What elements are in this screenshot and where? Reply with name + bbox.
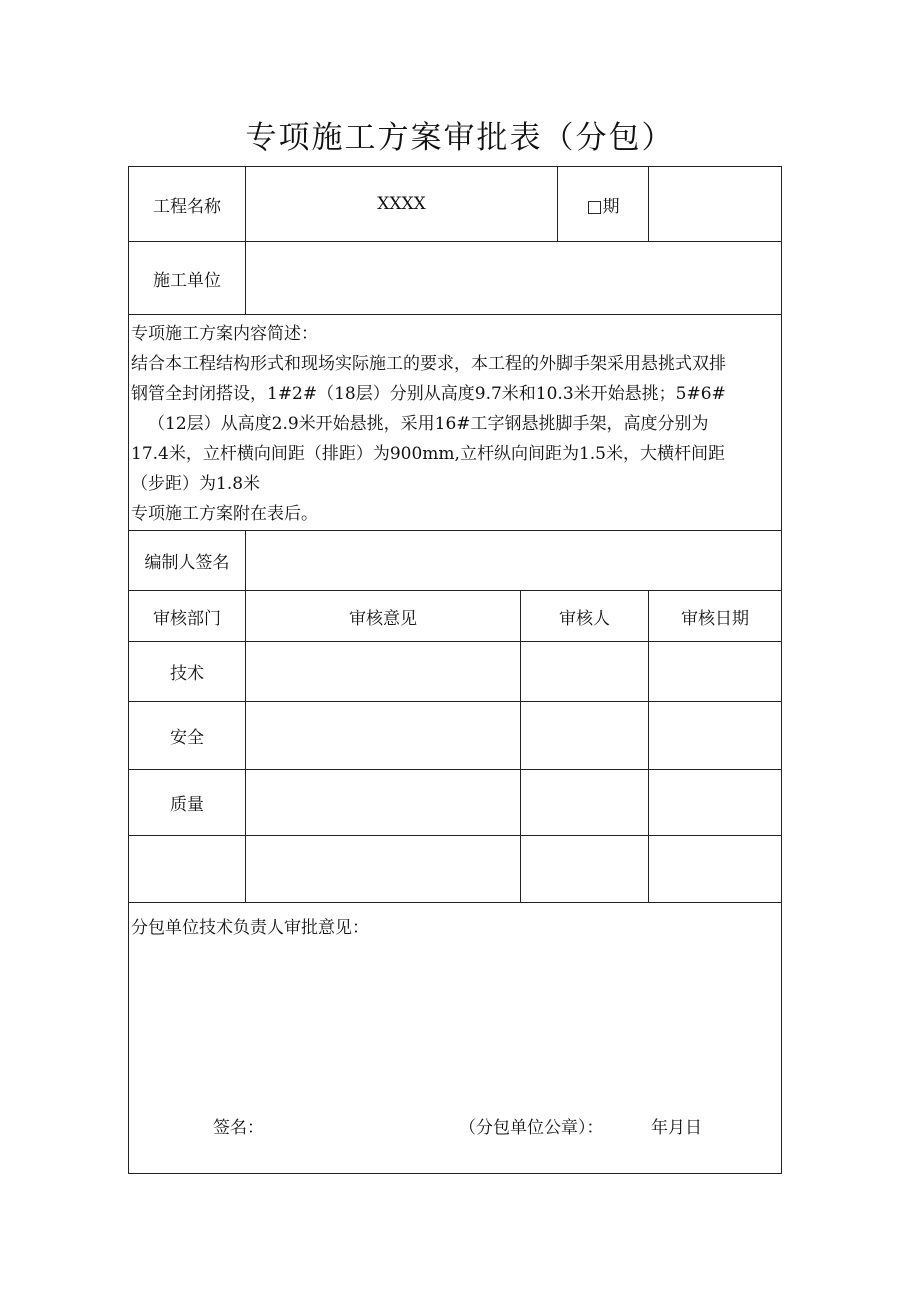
author-signature-field[interactable] bbox=[246, 531, 781, 590]
review-date-field[interactable] bbox=[649, 702, 781, 769]
reviewer-field[interactable] bbox=[521, 770, 649, 835]
review-dept[interactable] bbox=[129, 836, 246, 902]
approval-form-table bbox=[128, 166, 782, 1174]
project-name-label: 工程名称 bbox=[129, 167, 246, 241]
review-row-technical bbox=[129, 642, 781, 702]
signature-label: 签名： bbox=[213, 1118, 264, 1138]
summary-line: 钢管全封闭搭设，1#2#（18层）分别从高度9.7米和10.3米开始悬挑；5#6# bbox=[131, 384, 726, 404]
review-row-safety bbox=[129, 702, 781, 770]
summary-line: 17.4米，立杆横向间距（排距）为900mm,立杆纵向间距为1.5米，大横杆间距 bbox=[131, 444, 725, 464]
project-name-value[interactable]: XXXX bbox=[246, 167, 558, 241]
reviewer-field[interactable] bbox=[521, 642, 649, 701]
summary-section bbox=[129, 315, 781, 531]
summary-paragraph bbox=[131, 319, 779, 529]
review-dept: 技术 bbox=[129, 642, 246, 701]
review-date-field[interactable] bbox=[649, 836, 781, 902]
author-label: 编制人签名 bbox=[129, 531, 246, 590]
project-name-row bbox=[129, 167, 781, 242]
contractor-label: 施工单位 bbox=[129, 242, 246, 314]
review-row-quality bbox=[129, 770, 781, 836]
review-header-date: 审核日期 bbox=[681, 608, 749, 629]
form-title: 专项施工方案审批表（分包） bbox=[245, 120, 675, 156]
contractor-row bbox=[129, 242, 781, 315]
approval-section bbox=[129, 903, 781, 1173]
approval-date-label: 年月日 bbox=[651, 1118, 702, 1138]
review-header-row bbox=[129, 591, 781, 642]
date-label: □期 bbox=[558, 167, 649, 241]
author-row bbox=[129, 531, 781, 591]
review-row-blank bbox=[129, 836, 781, 903]
summary-line: （12层）从高度2.9米开始悬挑，采用16#工字钢悬挑脚手架，高度分别为 bbox=[148, 414, 709, 434]
summary-footer: 专项施工方案附在表后。 bbox=[131, 504, 318, 524]
review-opinion-field[interactable] bbox=[246, 770, 521, 835]
contractor-value[interactable] bbox=[246, 242, 781, 314]
review-dept: 质量 bbox=[129, 770, 246, 835]
review-date-field[interactable] bbox=[649, 642, 781, 701]
review-dept: 安全 bbox=[129, 702, 246, 769]
company-seal-label: （分包单位公章）： bbox=[459, 1118, 604, 1138]
review-opinion-field[interactable] bbox=[246, 642, 521, 701]
review-header-opinion: 审核意见 bbox=[246, 591, 521, 641]
summary-line: 结合本工程结构形式和现场实际施工的要求，本工程的外脚手架采用悬挑式双排 bbox=[131, 354, 726, 374]
review-header-dept: 审核部门 bbox=[129, 591, 246, 641]
review-opinion-field[interactable] bbox=[246, 702, 521, 769]
review-opinion-field[interactable] bbox=[246, 836, 521, 902]
reviewer-field[interactable] bbox=[521, 702, 649, 769]
reviewer-field[interactable] bbox=[521, 836, 649, 902]
date-value[interactable] bbox=[649, 167, 781, 241]
review-header-reviewer: 审核人 bbox=[521, 591, 649, 641]
review-date-field[interactable] bbox=[649, 770, 781, 835]
summary-line: （步距）为1.8米 bbox=[131, 474, 261, 494]
approval-heading: 分包单位技术负责人审批意见： bbox=[131, 918, 369, 938]
summary-heading: 专项施工方案内容简述： bbox=[131, 324, 318, 344]
